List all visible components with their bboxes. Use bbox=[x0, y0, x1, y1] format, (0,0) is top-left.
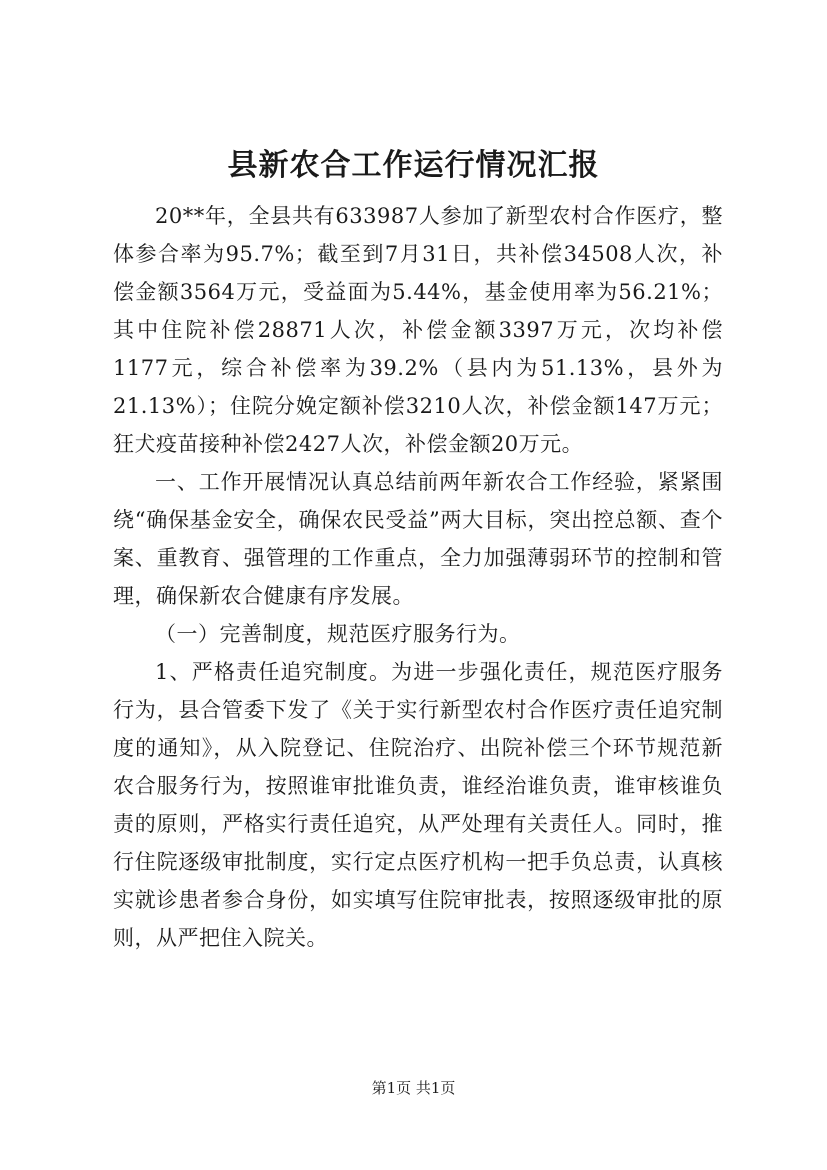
paragraph-responsibility: 1、严格责任追究制度。为进一步强化责任，规范医疗服务行为，县合管委下发了《关于实行新型农村合作医疗责任追究制度的通知》，从入院登记、住院治疗、出院补偿三个环节规范新农合服务行为，按照谁审批谁负责，谁经治谁负责，谁审核谁负责的原则，严格实行责任追究，从严处理有关责任人。同时，推行住院逐级审批制度，实行定点医疗机构一把手负总责，认真核实就诊患者参合身份，如实填写住院审批表，按照逐级审批的原则，从严把住入院关。 bbox=[113, 660, 723, 950]
paragraph-summary: 20**年，全县共有633987人参加了新型农村合作医疗，整体参合率为95.7%；截至到7月31日，共补偿34508人次，补偿金额3564万元，受益面为5.44%，基金使用率为56.21%；其中住院补偿28871人次，补偿金额3397万元，次均补偿1177元，综合补偿率为39.2%（县内为51.13%，县外为21.13%）；住院分娩定额补偿3210人次，补偿金额147万元；狂犬疫苗接种补偿2427人次，补偿金额20万元。 bbox=[113, 204, 723, 456]
document-body bbox=[113, 197, 723, 957]
paragraph-subsection-heading: （一）完善制度，规范医疗服务行为。 bbox=[155, 622, 521, 646]
document-title: 县新农合工作运行情况汇报 bbox=[227, 148, 600, 183]
paragraph-section-one: 一、工作开展情况认真总结前两年新农合工作经验，紧紧围绕“确保基金安全，确保农民受益”两大目标，突出控总额、查个案、重教育、强管理的工作重点，全力加强薄弱环节的控制和管理，确保新农合健康有序发展。 bbox=[113, 470, 723, 608]
page-footer: 第1页 共1页 bbox=[371, 1079, 456, 1097]
